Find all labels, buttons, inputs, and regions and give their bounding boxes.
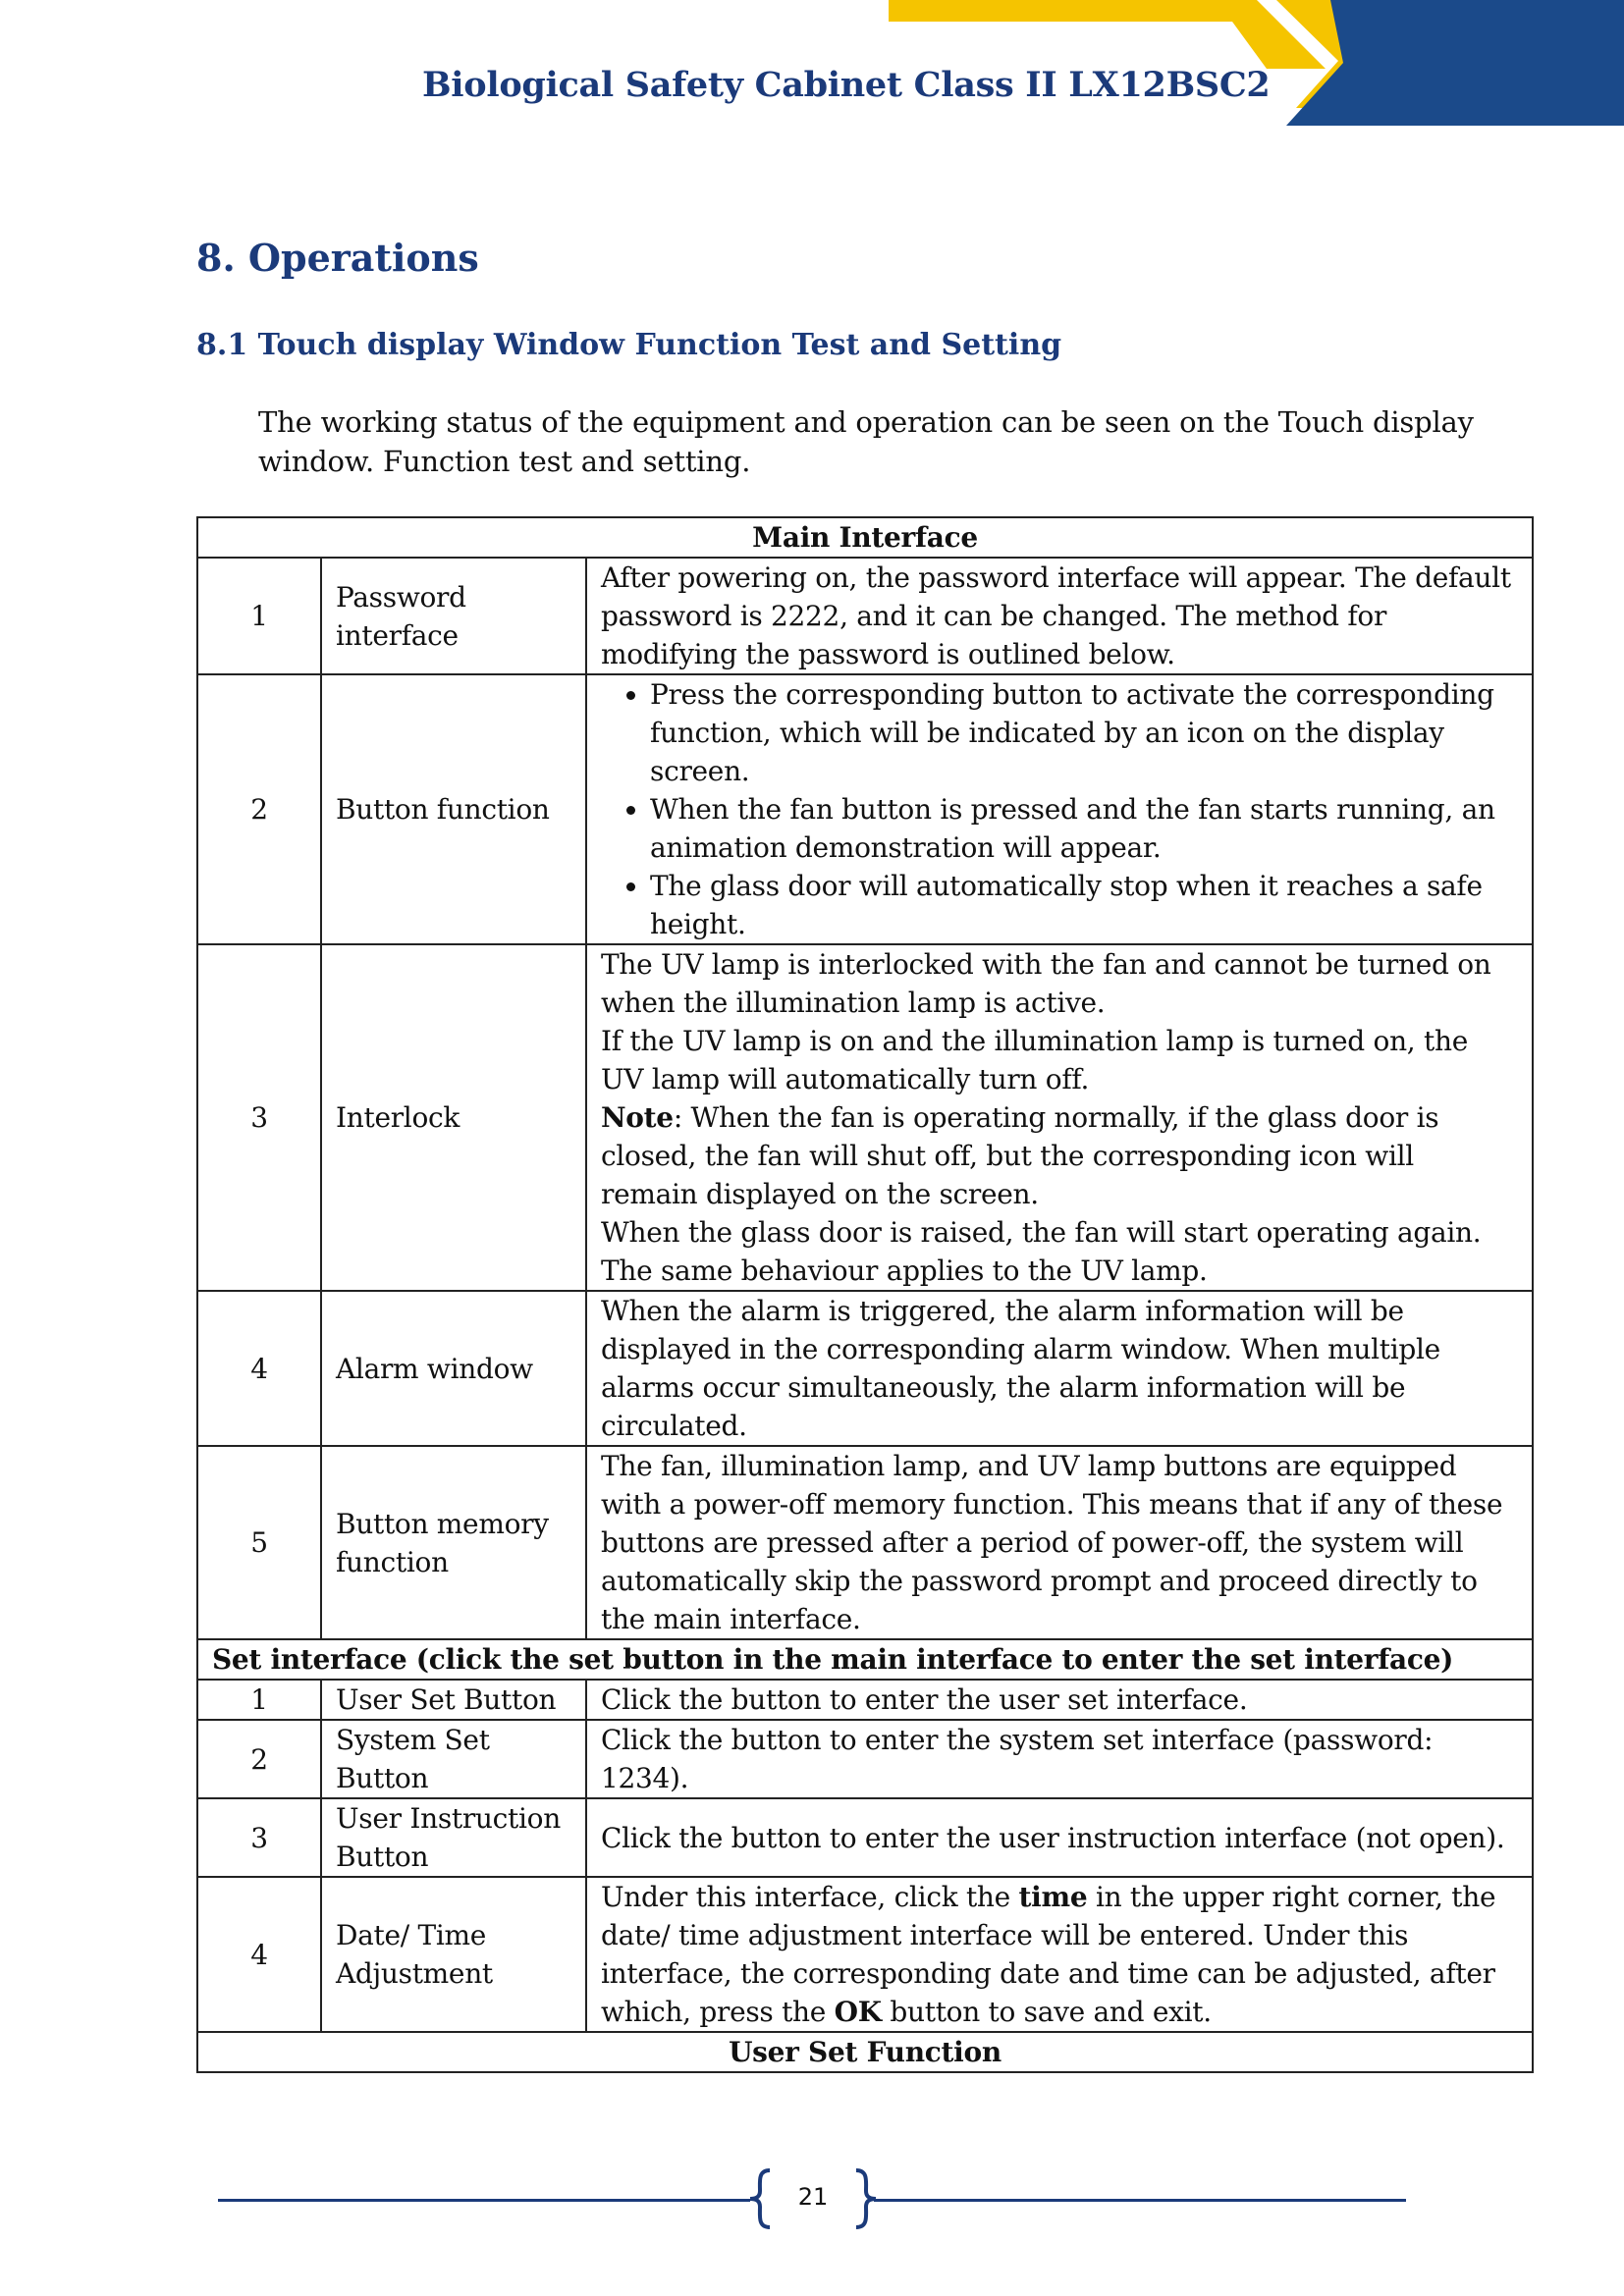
table-section-row: [197, 517, 1533, 558]
bullet-item: • The glass door will automatically stop when it reaches a safe height.: [650, 867, 1518, 943]
page-number: 21: [797, 2183, 829, 2211]
table-row: [197, 558, 1533, 674]
intro-paragraph: The working status of the equipment and operation can be seen on the Touch display window. Function test and setting.: [258, 405, 1474, 478]
table-row: [197, 1720, 1533, 1798]
document-header-title: Biological Safety Cabinet Class II LX12BSC2: [422, 65, 1271, 105]
row-description: When the alarm is triggered, the alarm information will be displayed in the corresponding alarm window. When multiple alarms occur simultaneously, the alarm information will be circulated.: [586, 1291, 1533, 1446]
row-name: Password interface: [321, 558, 586, 674]
bullet-item: • When the fan button is pressed and the fan starts running, an animation demonstration will appear.: [650, 790, 1518, 867]
row-number: 2: [197, 674, 321, 944]
row-name: Interlock: [321, 944, 586, 1291]
interlock-paragraph: When the glass door is raised, the fan will start operating again. The same behaviour applies to the UV lamp.: [601, 1216, 1482, 1287]
desc-text: in the upper right corner, the date/ time adjustment interface will be entered. Under this interface, the corresponding date and time can be adjusted, after which, press the: [601, 1881, 1496, 2028]
interlock-paragraph: The UV lamp is interlocked with the fan and cannot be turned on when the illumination lamp is active.: [601, 948, 1491, 1019]
row-number: 1: [197, 1680, 321, 1720]
interlock-note: [601, 1098, 1518, 1213]
desc-text: button to save and exit.: [881, 1996, 1212, 2028]
row-name: Date/ Time Adjustment: [321, 1877, 586, 2032]
row-number: 4: [197, 1291, 321, 1446]
desc-bold-time: time: [1018, 1881, 1088, 1913]
row-description: [586, 944, 1533, 1291]
footer-rule-right: [874, 2199, 1406, 2202]
row-description: [586, 1877, 1533, 2032]
table-row: [197, 1446, 1533, 1639]
row-description: Click the button to enter the user set interface.: [586, 1680, 1533, 1720]
table-row: [197, 1798, 1533, 1877]
set-interface-title: Set interface (click the set button in the main interface to enter the set interface): [197, 1639, 1533, 1680]
row-description: After powering on, the password interface will appear. The default password is 2222, and it can be changed. The method for modifying the password is outlined below.: [586, 558, 1533, 674]
note-text: : When the fan is operating normally, if the glass door is closed, the fan will shut off, but the corresponding icon will remain displayed on the screen.: [601, 1101, 1439, 1210]
table-row: [197, 1877, 1533, 2032]
row-number: 5: [197, 1446, 321, 1639]
row-name: User Set Button: [321, 1680, 586, 1720]
desc-text: Under this interface, click the: [601, 1881, 1019, 1913]
interlock-paragraph: If the UV lamp is on and the illumination lamp is turned on, the UV lamp will automatically turn off.: [601, 1025, 1468, 1095]
table-row: [197, 944, 1533, 1291]
main-interface-title: Main Interface: [197, 517, 1533, 558]
desc-bold-ok: OK: [834, 1996, 882, 2028]
table-section-row: [197, 1639, 1533, 1680]
operations-table: [196, 516, 1534, 2073]
header-gold-bar: [889, 0, 1326, 69]
table-section-row: [197, 2032, 1533, 2072]
row-number: 3: [197, 944, 321, 1291]
row-name: Button memory function: [321, 1446, 586, 1639]
footer-rule-left: [218, 2199, 750, 2202]
bullet-item: • Press the corresponding button to activate the corresponding function, which will be indicated by an icon on the display screen.: [650, 675, 1518, 790]
footer-right-brace-icon: [850, 2167, 880, 2230]
subsection-heading: 8.1 Touch display Window Function Test and Setting: [196, 328, 1062, 362]
bullet-list: [601, 675, 1518, 943]
row-name: System Set Button: [321, 1720, 586, 1798]
section-heading: 8. Operations: [196, 236, 479, 280]
row-name: User Instruction Button: [321, 1798, 586, 1877]
row-number: 2: [197, 1720, 321, 1798]
row-number: 4: [197, 1877, 321, 2032]
row-name: Alarm window: [321, 1291, 586, 1446]
row-description: [586, 674, 1533, 944]
row-number: 3: [197, 1798, 321, 1877]
table-row: [197, 1291, 1533, 1446]
row-number: 1: [197, 558, 321, 674]
row-description: Click the button to enter the system set interface (password: 1234).: [586, 1720, 1533, 1798]
table-row: [197, 674, 1533, 944]
row-description: The fan, illumination lamp, and UV lamp buttons are equipped with a power-off memory function. This means that if any of these buttons are pressed after a period of power-off, the system will automatically skip the password prompt and proceed directly to the main interface.: [586, 1446, 1533, 1639]
table-row: [197, 1680, 1533, 1720]
note-label: Note: [601, 1101, 674, 1134]
row-description: Click the button to enter the user instruction interface (not open).: [586, 1798, 1533, 1877]
footer-left-brace-icon: [746, 2167, 776, 2230]
row-name: Button function: [321, 674, 586, 944]
user-set-function-title: User Set Function: [197, 2032, 1533, 2072]
